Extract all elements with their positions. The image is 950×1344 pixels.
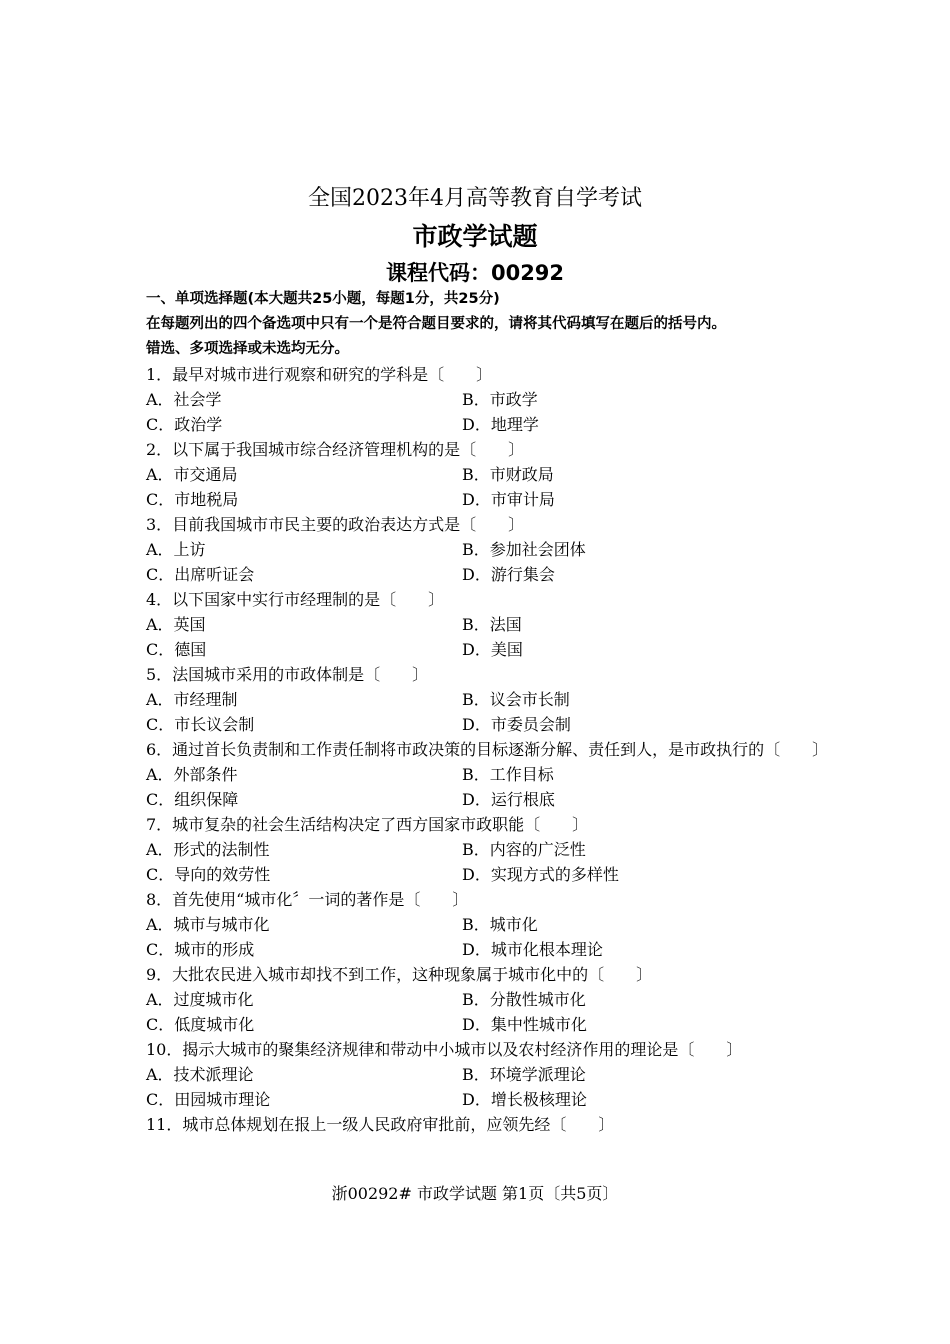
option-d: D．美国	[462, 640, 523, 659]
option-d: D．集中性城市化	[462, 1015, 587, 1034]
option-a: A．上访	[146, 540, 206, 559]
option-a: A．技术派理论	[146, 1065, 254, 1084]
option-row	[146, 462, 836, 487]
option-row	[146, 987, 836, 1012]
option-c: C．政治学	[146, 415, 223, 434]
option-row	[146, 912, 836, 937]
option-b: B．法国	[462, 615, 522, 634]
option-c: C．组织保障	[146, 790, 239, 809]
option-row	[146, 612, 836, 637]
option-c: C．出席听证会	[146, 565, 255, 584]
option-c: C．低度城市化	[146, 1015, 255, 1034]
option-a: A．市交通局	[146, 465, 238, 484]
option-row	[146, 862, 836, 887]
option-a: A．形式的法制性	[146, 840, 270, 859]
option-row	[146, 712, 836, 737]
course-code: 课程代码：00292	[385, 261, 565, 285]
option-row	[146, 762, 836, 787]
question-stem: 8．首先使用“城市化〞一词的著作是〔 〕	[146, 890, 469, 909]
option-c: C．市长议会制	[146, 715, 255, 734]
option-d: D．市审计局	[462, 490, 555, 509]
option-b: B．环境学派理论	[462, 1065, 586, 1084]
option-row	[146, 487, 836, 512]
section-instruction-1: 在每题列出的四个备选项中只有一个是符合题目要求的，请将其代码填写在题后的括号内。	[146, 316, 726, 332]
question-stem: 5．法国城市采用的市政体制是〔 〕	[146, 665, 429, 684]
question-stem: 10．揭示大城市的聚集经济规律和带动中小城市以及农村经济作用的理论是〔 〕	[146, 1040, 743, 1059]
question-stem: 9．大批农民进入城市却找不到工作，这种现象属于城市化中的〔 〕	[146, 965, 653, 984]
question-stem: 3．目前我国城市市民主要的政治表达方式是〔 〕	[146, 515, 525, 534]
option-row	[146, 687, 836, 712]
option-a: A．外部条件	[146, 765, 238, 784]
option-d: D．运行根底	[462, 790, 555, 809]
question-stem: 11．城市总体规划在报上一级人民政府审批前，应领先经〔 〕	[146, 1115, 615, 1134]
option-row	[146, 1062, 836, 1087]
option-d: D．增长极核理论	[462, 1090, 587, 1109]
option-b: B．参加社会团体	[462, 540, 586, 559]
option-b: B．城市化	[462, 915, 538, 934]
option-row	[146, 412, 836, 437]
option-b: B．市政学	[462, 390, 538, 409]
option-c: C．市地税局	[146, 490, 239, 509]
option-c: C．导向的效劳性	[146, 865, 271, 884]
question-stem: 2．以下属于我国城市综合经济管理机构的是〔 〕	[146, 440, 525, 459]
option-d: D．地理学	[462, 415, 539, 434]
option-row	[146, 937, 836, 962]
option-a: A．城市与城市化	[146, 915, 270, 934]
option-row	[146, 1087, 836, 1112]
option-d: D．城市化根本理论	[462, 940, 603, 959]
option-row	[146, 387, 836, 412]
option-a: A．社会学	[146, 390, 222, 409]
page-footer: 浙00292# 市政学试题 第1页〔共5页〕	[331, 1184, 619, 1203]
option-row	[146, 637, 836, 662]
section-heading: 一、单项选择题(本大题共25小题，每题1分，共25分)	[146, 291, 500, 307]
option-a: A．过度城市化	[146, 990, 254, 1009]
option-a: A．英国	[146, 615, 206, 634]
exam-title: 全国2023年4月高等教育自学考试	[308, 186, 642, 211]
option-b: B．议会市长制	[462, 690, 570, 709]
question-stem: 1．最早对城市进行观察和研究的学科是〔 〕	[146, 365, 493, 384]
option-row	[146, 837, 836, 862]
option-c: C．城市的形成	[146, 940, 255, 959]
option-b: B．分散性城市化	[462, 990, 586, 1009]
option-d: D．市委员会制	[462, 715, 571, 734]
option-c: C．德国	[146, 640, 207, 659]
option-b: B．工作目标	[462, 765, 554, 784]
question-stem: 4．以下国家中实行市经理制的是〔 〕	[146, 590, 445, 609]
option-b: B．市财政局	[462, 465, 554, 484]
section-instruction-2: 错选、多项选择或未选均无分。	[146, 341, 349, 357]
option-b: B．内容的广泛性	[462, 840, 586, 859]
option-row	[146, 537, 836, 562]
option-a: A．市经理制	[146, 690, 238, 709]
option-row	[146, 562, 836, 587]
option-row	[146, 787, 836, 812]
question-stem: 6．通过首长负责制和工作责任制将市政决策的目标逐渐分解、责任到人，是市政执行的〔 〕	[146, 740, 829, 759]
subject-title: 市政学试题	[412, 222, 538, 251]
option-d: D．游行集会	[462, 565, 555, 584]
question-body	[146, 287, 836, 1137]
question-stem: 7．城市复杂的社会生活结构决定了西方国家市政职能〔 〕	[146, 815, 589, 834]
option-row	[146, 1012, 836, 1037]
option-d: D．实现方式的多样性	[462, 865, 619, 884]
option-c: C．田园城市理论	[146, 1090, 271, 1109]
